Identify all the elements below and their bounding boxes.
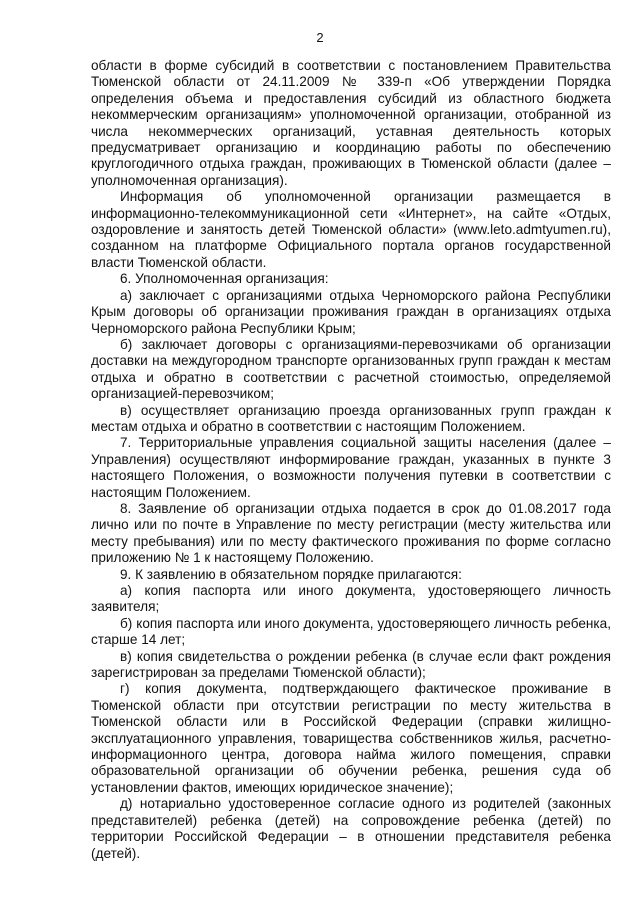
paragraph-clause-9b: б) копия паспорта или иного документа, удостоверяющего личность ребенка, старше 14 лет;	[91, 615, 611, 648]
page-number: 2	[316, 30, 324, 45]
paragraph-subsidy-continuation: области в форме субсидий в соответствии с постановлением Правительства Тюменской области от 24.11.2009 № 339-п «Об утверждении Порядка определения объема и предоставления субсидий из областного бюджета некоммерческим организациям» уполномоченной организации, отобранной из числа некоммерческих организаций, уставная деятельность которых предусматривает организацию и координацию работы по обеспечению круглогодичного отдыха граждан, проживающих в Тюменской области (далее – уполномоченная организация).	[91, 58, 611, 188]
paragraph-information-website: Информация об уполномоченной организации размещается в информационно-телекоммуникационной сети «Интернет», на сайте «Отдых, оздоровление и занятость детей Тюменской области» (www.leto.admtyumen.ru), созданном на платформе Официального портала органов государственной власти Тюменской области.	[91, 189, 611, 270]
paragraph-clause-7: 7. Территориальные управления социальной защиты населения (далее – Управления) осуществляют информирование граждан, указанных в пункте 3 настоящего Положения, о возможности получения путевки в соответствии с настоящим Положением.	[91, 435, 611, 500]
paragraph-clause-9v: в) копия свидетельства о рождении ребенка (в случае если факт рождения зарегистрирован за пределами Тюменской области);	[91, 648, 611, 681]
paragraph-clause-9a: а) копия паспорта или иного документа, удостоверяющего личность заявителя;	[91, 583, 611, 615]
paragraph-clause-6v: в) осуществляет организацию проезда организованных групп граждан к местам отдыха и обратно в соответствии с настоящим Положением.	[91, 402, 611, 434]
paragraph-clause-6b: б) заключает договоры с организациями-перевозчиками об организации доставки на междугородном транспорте организованных групп граждан к местам отдыха и обратно в соответствии с расчетной стоимостью, определяемой организацией-перевозчиком;	[91, 336, 611, 402]
paragraph-clause-6: 6. Уполномоченная организация:	[120, 271, 329, 287]
document-body	[91, 58, 611, 862]
paragraph-clause-9d: д) нотариально удостоверенное согласие одного из родителей (законных представителей) ребенка (детей) на сопровождение ребенка (детей) по территории Российской Федерации – в отношении представителя ребенка (детей).	[91, 796, 611, 861]
paragraph-clause-6a: а) заключает с организациями отдыха Черноморского района Республики Крым договоры об организации проживания граждан в организациях отдыха Черноморского района Республики Крым;	[91, 287, 611, 336]
paragraph-clause-8: 8. Заявление об организации отдыха подается в срок до 01.08.2017 года лично или по почте в Управление по месту регистрации (месту жительства или месту пребывания) или по месту фактического проживания по форме согласно приложению № 1 к настоящему Положению.	[91, 500, 611, 566]
paragraph-clause-9g: г) копия документа, подтверждающего фактическое проживание в Тюменской области при отсутствии регистрации по месту жительства в Тюменской области или в Российской Федерации (справки жилищно-эксплуатационного управления, товарищества собственников жилья, расчетно-информационного центра, договора найма жилого помещения, справки образовательной организации об обучении ребенка, решения суда об установлении фактов, имеющих юридическое значение);	[91, 681, 611, 795]
paragraph-clause-9: 9. К заявлению в обязательном порядке прилагаются:	[120, 566, 462, 582]
